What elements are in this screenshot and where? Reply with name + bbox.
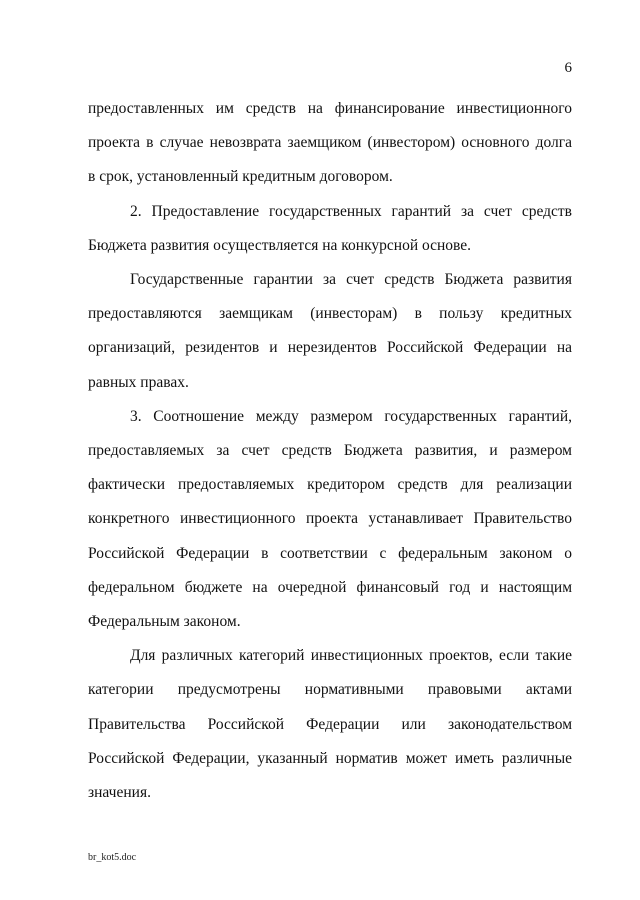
page-number: 6 xyxy=(564,60,572,76)
text-line: конкретного инвестиционного проекта устанавливает Правительство xyxy=(88,510,572,528)
text-line: проекта в случае невозврата заемщиком (инвестором) основного долга xyxy=(88,134,572,152)
text-line: Государственные гарантии за счет средств Бюджета развития xyxy=(130,271,572,289)
footer-filename: br_kot5.doc xyxy=(88,852,137,863)
text-line: предоставляемых за счет средств Бюджета развития, и размером xyxy=(88,442,572,460)
text-line: значения. xyxy=(88,784,151,802)
text-line: категории предусмотрены нормативными правовыми актами xyxy=(88,681,572,699)
text-line: Бюджета развития осуществляется на конкурсной основе. xyxy=(88,236,472,254)
text-line: Российской Федерации, указанный норматив может иметь различные xyxy=(88,749,572,767)
paragraph xyxy=(88,92,572,195)
text-line: 2. Предоставление государственных гарантий за счет средств xyxy=(130,202,572,220)
paragraph xyxy=(88,263,572,400)
paragraph xyxy=(88,195,572,263)
text-line: Российской Федерации в соответствии с федеральным законом о xyxy=(88,544,572,562)
text-line: фактически предоставляемых кредитором средств для реализации xyxy=(88,476,572,494)
text-line: в срок, установленный кредитным договором. xyxy=(88,168,393,186)
paragraph xyxy=(88,639,572,810)
text-line: Для различных категорий инвестиционных проектов, если такие xyxy=(130,647,572,665)
text-line: федеральном бюджете на очередной финансовый год и настоящим xyxy=(88,578,572,596)
paragraph xyxy=(88,400,572,639)
text-line: Федеральным законом. xyxy=(88,613,241,631)
text-line: организаций, резидентов и нерезидентов Российской Федерации на xyxy=(88,339,572,357)
text-line: предоставленных им средств на финансирование инвестиционного xyxy=(88,100,572,117)
text-line: Правительства Российской Федерации или законодательством xyxy=(88,715,572,733)
text-line: предоставляются заемщикам (инвесторам) в пользу кредитных xyxy=(88,305,572,323)
document-body xyxy=(88,92,572,810)
text-line: 3. Соотношение между размером государственных гарантий, xyxy=(130,407,572,425)
text-line: равных правах. xyxy=(88,373,189,391)
